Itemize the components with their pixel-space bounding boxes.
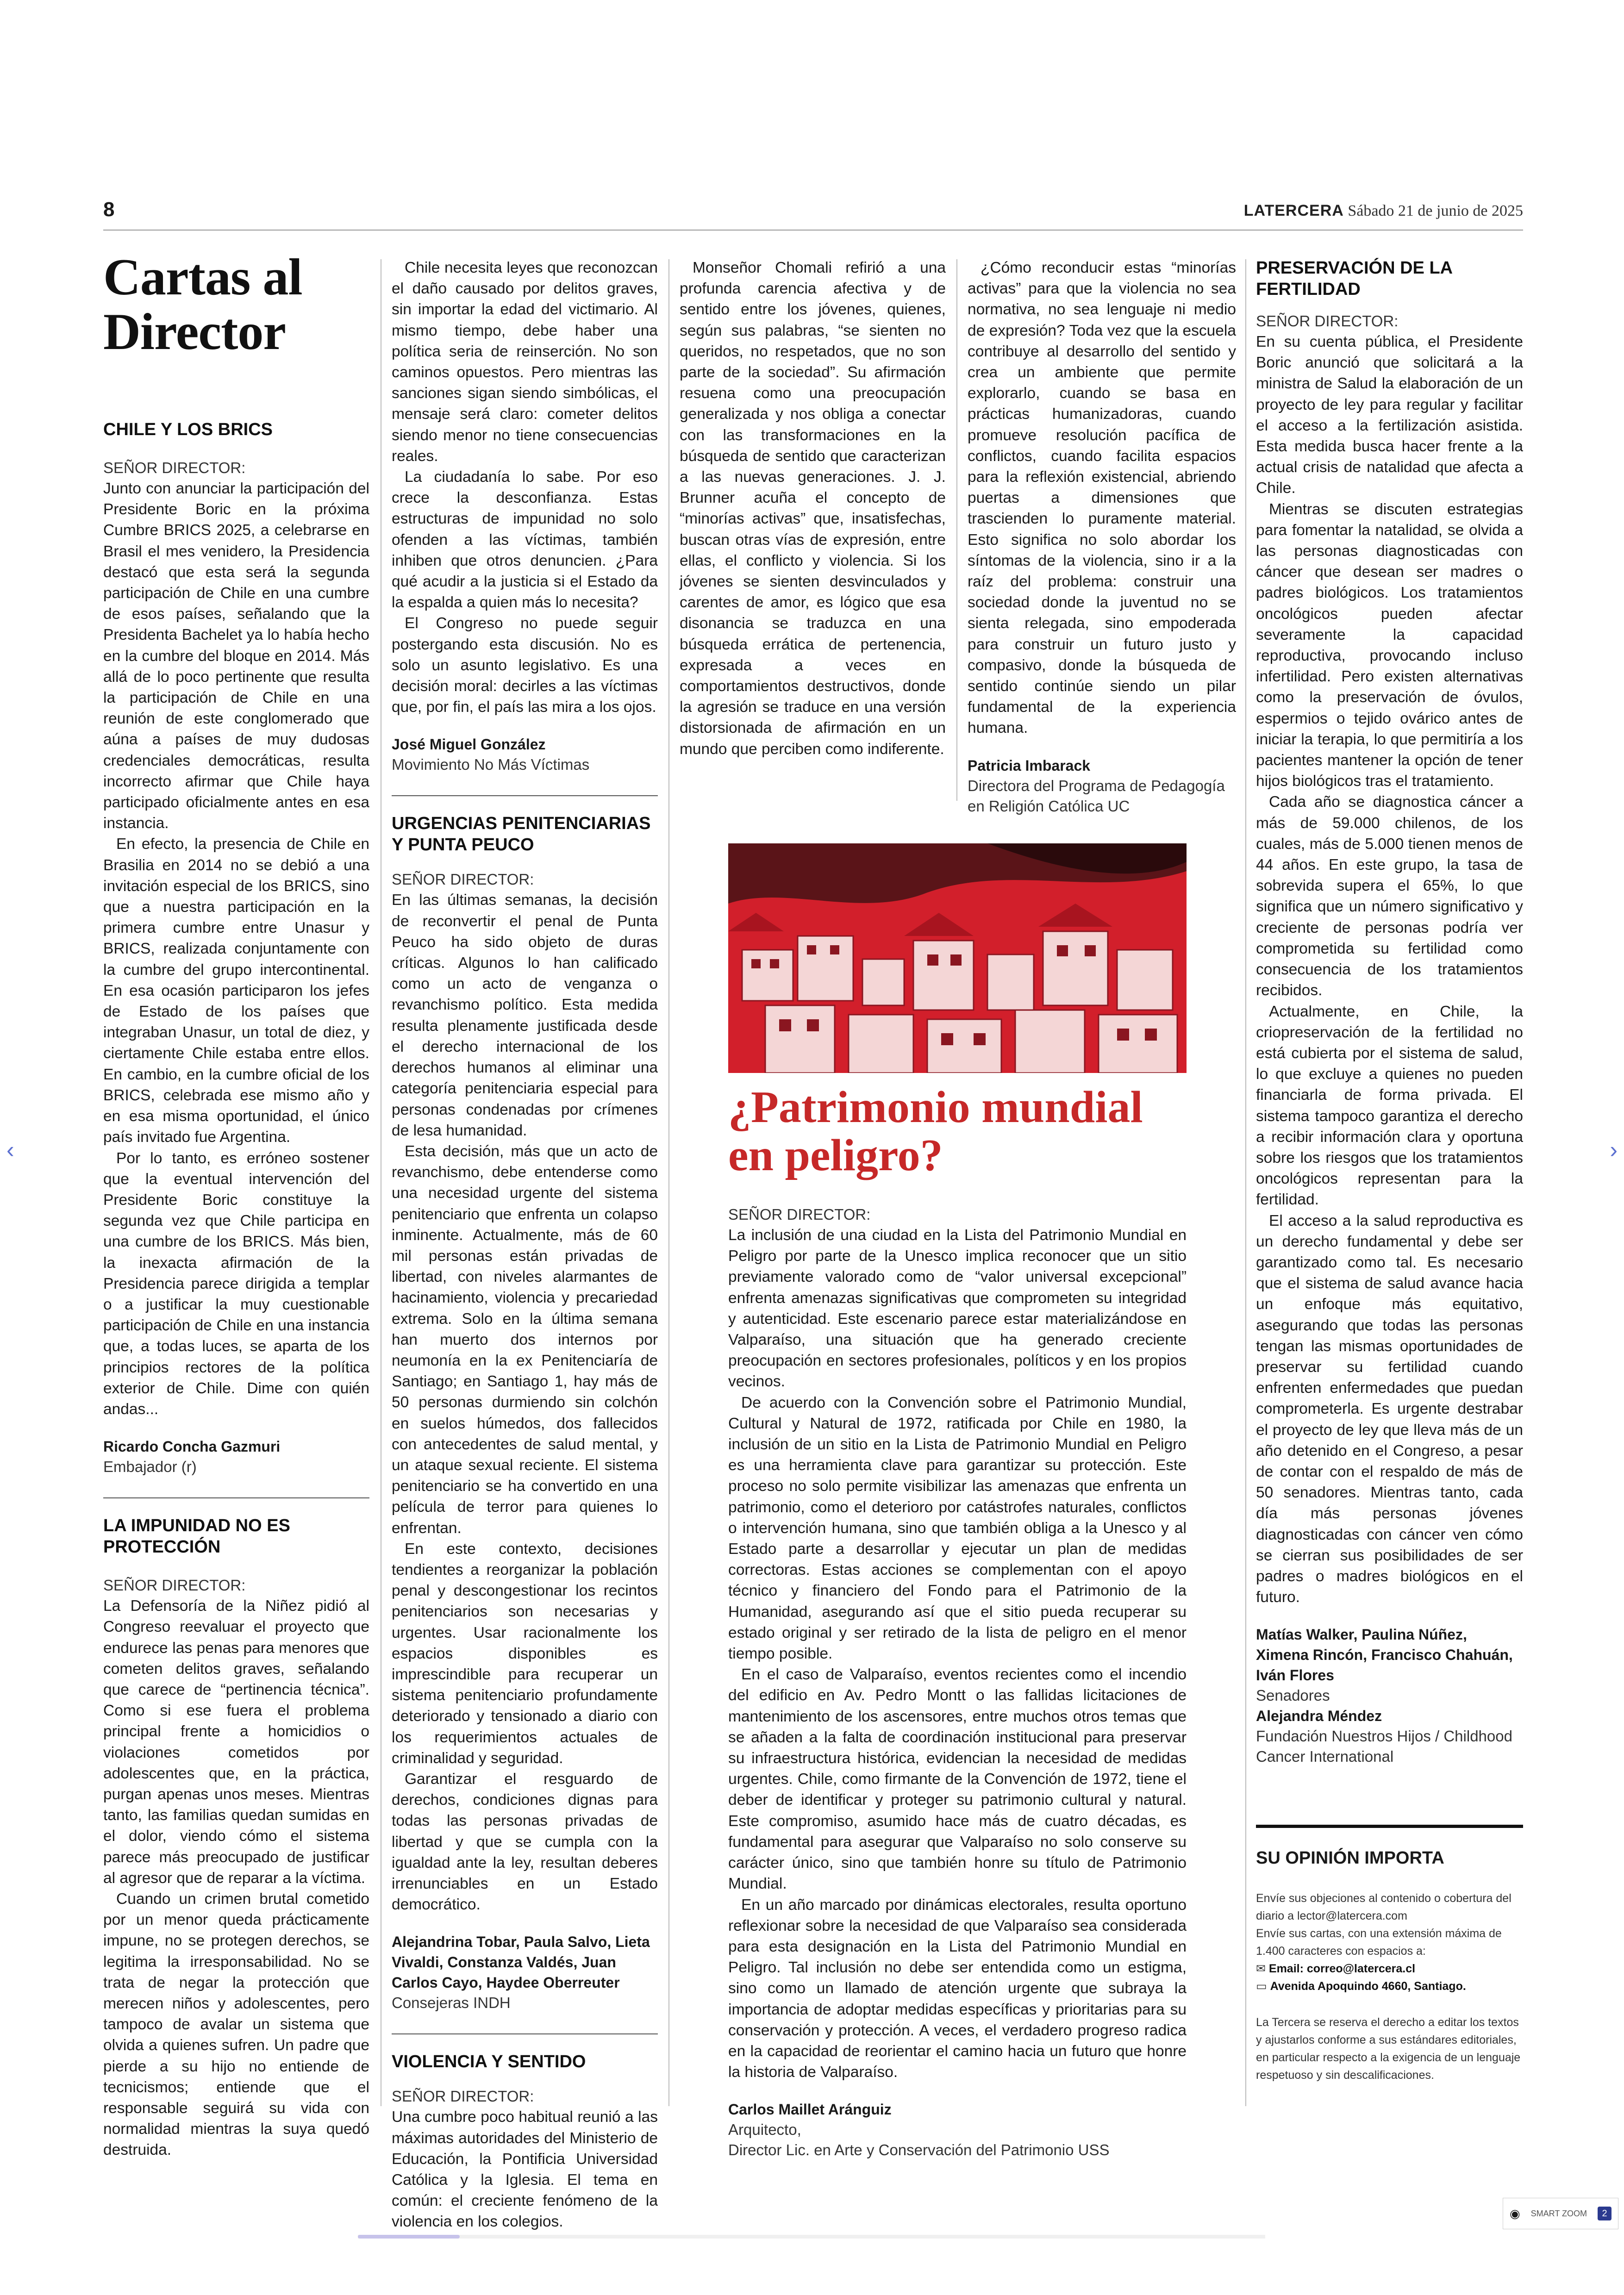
section-title: Cartas al Director: [103, 249, 302, 361]
paragraph: ¿Cómo reconducir estas “minorías activas” para que la violencia no sea normativa, no sea lenguaje ni medio de expresión? Toda vez que la escuela contribuye al desarrollo del sentido y crea un ambiente que permite explorarlo, cuando se basa en prácticas humanizadoras, cuando promueve resolución pacífica de conflictos, cuando facilita espacios para la reflexión existencial, abriendo puertas a dimensiones que trascienden lo puramente material. Esto significa no solo abordar los síntomas de la violencia, sino ir a la raíz del problema: construir una sociedad donde la juventud no se sienta relegada, sino empoderada para construir un futuro justo y compasivo, donde la búsqueda de sentido continúe siendo un pilar fundamental de la experiencia humana.: [968, 259, 1236, 737]
column-3: [680, 257, 946, 760]
objections-note: Envíe sus objeciones al contenido o cobertura del diario a lector@latercera.com: [1256, 1892, 1512, 1922]
paragraph: Cuando un crimen brutal cometido por un menor queda prácticamente impune, no se protegen derechos, se legitima la irresponsabilidad. No se trata de negar la protección que merecen niños y adolescentes, pero tampoco de avalar un sistema que olvida a quienes sufren. Un padre que pierde a su hijo no entiende de tecnicismos; entiende que el responsable seguirá su vida con normalidad mientras la suya quedó destruida.: [103, 1890, 369, 2159]
salutation: SEÑOR DIRECTOR:: [728, 1206, 871, 1223]
signature-role: Director Lic. en Arte y Conservación del Patrimonio USS: [728, 2141, 1110, 2159]
salutation: SEÑOR DIRECTOR:: [392, 871, 534, 888]
paragraph: De acuerdo con la Convención sobre el Patrimonio Mundial, Cultural y Natural de 1972, ratificada por Chile en 1980, la inclusión de un sitio en la Lista de Patrimonio Mundial en Peligro es una herramienta clave para garantizar su protección. Este proceso no solo permite visibilizar las amenazas que enfrenta un patrimonio, como el deterioro por catástrofes naturales, conflictos o intervención humana, sino que también obliga a la Unesco y al Estado parte a desarrollar y ejecutar un plan de medidas correctoras. Estas acciones se complementan con el apoyo técnico y financiero del Fondo para el Patrimonio de la Humanidad, asegurando así que el sitio pueda recuperar su estado original y ser retirado de la lista de peligro en el menor tiempo posible.: [728, 1394, 1187, 1663]
signature: Matías Walker, Paulina Núñez, Ximena Rincón, Francisco Chahuán, Iván Flores: [1256, 1626, 1513, 1684]
smart-zoom-label: SMART ZOOM: [1530, 2209, 1587, 2218]
signature: Patricia Imbarack: [968, 757, 1091, 774]
paragraph: Garantizar el resguardo de derechos, condiciones dignas para todas las personas privadas de libertad y que se cumpla con la igualdad ante la ley, resultan deberes irrenunciables en un Estado democrático.: [392, 1771, 658, 1914]
zoom-badge: 2: [1598, 2207, 1612, 2220]
prev-page-icon[interactable]: ‹: [6, 1137, 14, 1163]
paragraph: La inclusión de una ciudad en la Lista del Patrimonio Mundial en Peligro por parte de la Unesco implica reconocer que un sitio previamente valorado como de “valor universal excepcional” enfrenta amenazas significativas que comprometen su integridad y autenticidad. Este escenario parece estar materializándose en Valparaíso, una situación que ha generado creciente preocupación en sectores profesionales, políticos y en los propios vecinos.: [728, 1227, 1187, 1391]
signature-role: Embajador (r): [103, 1458, 197, 1476]
paragraph: En este contexto, decisiones tendientes a reorganizar la población penal y descongestionar los recintos penitenciarios son necesarias y urgentes. Usar racionalmente los espacios disponibles es imprescindible para recuperar un sistema penitenciario profundamente deteriorado y tensionado a diario con los requerimientos actuales de criminalidad y seguridad.: [392, 1540, 658, 1767]
signature: José Miguel González: [392, 736, 546, 753]
column-rule: [956, 259, 957, 801]
paragraph: La Defensoría de la Niñez pidió al Congreso reevaluar el proyecto que endurece las penas para menores que cometen delitos graves, señalando que carece de “pertinencia técnica”. Como si ese fuera el problema principal frente a homicidios o violaciones cometidos por adolescentes que, en la práctica, purgan apenas unos meses. Mientras tanto, las familias quedan sumidas en el dolor, viendo cómo el sistema parece más preocupado de justificar al agresor que de reparar a la víctima.: [103, 1597, 369, 1887]
salutation: SEÑOR DIRECTOR:: [103, 1577, 246, 1594]
column-5: [1256, 257, 1523, 1767]
su-opinion-box: [1256, 1825, 1523, 2084]
postal-address: Avenida Apoquindo 4660, Santiago.: [1270, 1980, 1466, 1993]
signature: Alejandra Méndez: [1256, 1708, 1382, 1725]
paragraph: En el caso de Valparaíso, eventos recientes como el incendio del edificio en Av. Pedro Montt o las fallidas licitaciones de mantenimiento de los ascensores, entre muchos otros temas que se añaden a la falta de coordinación institucional para preservar su infraestructura histórica, evidencian la necesidad de medidas urgentes. Chile, como firmante de la Convención de 1972, tiene el deber de identificar y proteger su patrimonio cultural y natural. Este compromiso, asumido hace más de cuatro décadas, es fundamental para asegurar que Valparaíso no solo conserve su carácter único, sino que también honre su título de Patrimonio Mundial.: [728, 1666, 1187, 1893]
paragraph: Junto con anunciar la participación del Presidente Boric en la próxima Cumbre BRICS 2025, a celebrarse en Brasil el mes venidero, la Presidencia destacó que esta será la segunda participación de Chile en una cumbre de esos países, señalando que la Presidenta Bachelet ya lo había hecho en la cumbre del bloque en 2014. Más allá de lo poco pertinente que resulta la participación de Chile en una reunión de este conglomerado que aúna a países de muy dudosas credenciales democráticas, resulta incorrecto afirmar que Chile haya participado oficialmente antes en esa instancia.: [103, 480, 369, 832]
column-2: [392, 257, 658, 2233]
paragraph: Esta decisión, más que un acto de revanchismo, debe entenderse como una necesidad urgente del sistema penitenciario que enfrenta un colapso inminente. Actualmente, más de 60 mil personas están privadas de libertad, con niveles alarmantes de hacinamiento, violencia y precariedad extrema. Solo en la última semana han muerto dos internos por neumonía en la ex Penitenciaría de Santiago; en Santiago 1, hay más de 50 personas durmiendo sin colchón en suelos húmedos, dos fallecidos con antecedentes de salud mental, y un ataque sexual reciente. El sistema penitenciario se ha convertido en una película de terror para quienes lo enfrentan.: [392, 1142, 658, 1537]
su-opinion-title: SU OPINIÓN IMPORTA: [1256, 1848, 1444, 1868]
letter-headline: CHILE Y LOS BRICS: [103, 420, 273, 439]
paragraph: Una cumbre poco habitual reunió a las máximas autoridades del Ministerio de Educación, la Pontificia Universidad Católica y la Iglesia. El tema en común: el creciente fenómeno de la violencia en los colegios.: [392, 2108, 658, 2231]
letter-headline: PRESERVACIÓN DE LA FERTILIDAD: [1256, 258, 1452, 299]
paragraph: El Congreso no puede seguir postergando esta discusión. No es solo un asunto legislativo. Es una decisión moral: decirles a las víctimas que, por fin, el país las mira a los ojos.: [392, 615, 658, 716]
paragraph: El acceso a la salud reproductiva es un derecho fundamental y debe ser garantizado como tal. Es necesario que el sistema de salud avance hacia un enfoque más equitativo, asegurando que todas las personas tengan las mismas oportunidades de preservar su fertilidad cuando enfrenten enfermedades que puedan comprometerla. Es urgente destrabar el proyecto de ley que lleva más de un año detenido en el Congreso, a pesar de contar con el respaldo de más de 50 senadores. Mientras tanto, cada día más personas jóvenes diagnosticadas con cáncer ven cómo se cierran sus posibilidades de ser padres o madres biológicos en el futuro.: [1256, 1212, 1523, 1606]
column-rule: [668, 259, 669, 2106]
scrollbar-thumb[interactable]: [358, 2235, 460, 2239]
horizontal-scrollbar[interactable]: [358, 2235, 1265, 2239]
email-line: [1256, 1960, 1523, 1977]
email-address[interactable]: Email: correo@latercera.cl: [1268, 1962, 1416, 1975]
paragraph: La ciudadanía lo sabe. Por eso crece la desconfianza. Estas estructuras de impunidad no solo ofenden a las víctimas, también inhiben que otros denuncien. ¿Para qué acudir a la justicia si el Estado da la espalda a quien más lo necesita?: [392, 468, 658, 611]
paragraph: En efecto, la presencia de Chile en Brasilia en 2014 no se debió a una invitación especial de los BRICS, sino que a nuestra participación en la primera cumbre entre Unasur y BRICS, realizada conjuntamente con la cumbre del grupo intercontinental. En esa ocasión participaron los jefes de Estado de los países que integraban Unasur, un total de diez, y ciertamente Chile estaba entre ellos. En cambio, en la cumbre oficial de los BRICS, celebrada ese mismo año y en esa misma oportunidad, el único país invitado fue Argentina.: [103, 836, 369, 1146]
letter-headline: URGENCIAS PENITENCIARIAS Y PUNTA PEUCO: [392, 814, 651, 855]
paragraph: En un año marcado por dinámicas electorales, resulta oportuno reflexionar sobre la necesidad de que Valparaíso sea considerada para esta designación en la Lista del Patrimonio Mundial en Peligro. Tal inclusión no debe ser entendida como un estigma, sino como un llamado de atención urgente que subraya la importancia de adoptar medidas específicas y prioritarias para su conservación y protección. A veces, el verdadero progreso radica en la capacidad de reorientar el camino hacia un futuro que honre la historia de Valparaíso.: [728, 1896, 1187, 2081]
masthead: [1244, 202, 1523, 220]
letters-note: Envíe sus cartas, con una extensión máxima de 1.400 caracteres con espacios a:: [1256, 1927, 1502, 1958]
letter-headline: LA IMPUNIDAD NO ES PROTECCIÓN: [103, 1516, 290, 1557]
paragraph: Monseñor Chomali refirió a una profunda carencia afectiva y de sentido entre los jóvenes, quienes, según sus palabras, “se sienten no queridos, no respetados, que no son parte de la sociedad”. Su afirmación resuena como una preocupación generalizada y nos obliga a conectar con las transformaciones en la búsqueda de sentido que caracterizan a las nuevas generaciones. J. J. Brunner acuña el concepto de “minorías activas” que, insatisfechas, buscan otras vías de expresión, entre ellas, el conflicto y violencia. Si los jóvenes se sienten desvinculados y carentes de amor, es lógico que esa disonancia se traduzca en una búsqueda errática de pertenencia, expresada a veces en comportamientos destructivos, donde la agresión se traduce en una versión distorsionada de afirmación en un mundo que perciben como indiferente.: [680, 259, 946, 758]
paragraph: En su cuenta pública, el Presidente Boric anunció que solicitará a la ministra de Salud la elaboración de un proyecto de ley para regular y facilitar el acceso a la fertilización asistida. Esta medida busca hacer frente a la actual crisis de natalidad que afecta a Chile.: [1256, 333, 1523, 497]
issue-date: Sábado 21 de junio de 2025: [1348, 202, 1523, 219]
signature-role: Directora del Programa de Pedagogía en Religión Católica UC: [968, 777, 1225, 815]
top-rule: [103, 230, 1523, 231]
letter-headline: VIOLENCIA Y SENTIDO: [392, 2052, 586, 2072]
signature-role: Senadores: [1256, 1687, 1330, 1704]
disclaimer: La Tercera se reserva el derecho a editar los textos y ajustarlos conforme a sus estándares editoriales, en particular respecto a la exigencia de un lenguaje respetuoso y sin descalificaciones.: [1256, 2016, 1521, 2082]
patrimonio-headline: ¿Patrimonio mundial en peligro?: [728, 1082, 1143, 1180]
paragraph: Cada año se diagnostica cáncer a más de 59.000 chilenos, de los cuales, más de 5.000 tienen menos de 44 años. En este grupo, la tasa de sobrevida supera el 65%, lo que significa que un número significativo y creciente de personas podría ver comprometida su fertilidad como consecuencia de los tratamientos recibidos.: [1256, 793, 1523, 999]
eye-icon: ◉: [1510, 2206, 1520, 2220]
divider: [103, 1497, 369, 1498]
paragraph: Mientras se discuten estrategias para fomentar la natalidad, se olvida a las personas diagnosticadas con cáncer que desean ser madres o padres biológicos. Los tratamientos oncológicos pueden afectar severamente la capacidad reproductiva, provocando incluso infertilidad. Pero existen alternativas como la preservación de óvulos, espermios o tejido ovárico antes de iniciar la terapia, lo que permitiría a los pacientes mantener la opción de tener hijos biológicos tras el tratamiento.: [1256, 500, 1523, 790]
email-icon: ✉: [1256, 1962, 1266, 1975]
column-4: [968, 257, 1236, 817]
address-line: [1256, 1977, 1523, 1995]
salutation: SEÑOR DIRECTOR:: [392, 2088, 534, 2105]
page-number: 8: [103, 198, 115, 221]
paragraph: Por lo tanto, es erróneo sostener que la eventual intervención del Presidente Boric constituye la segunda vez que Chile participa en una cumbre de los BRICS. Más bien, la inexacta afirmación de la Presidencia parece dirigida a templar o a justificar la muy cuestionable participación de Chile en una instancia que, a todas luces, se aparta de los principios rectores de la política exterior de Chile. Dime con quién andas...: [103, 1149, 369, 1418]
valparaiso-photo: [728, 843, 1187, 1073]
smart-zoom-button[interactable]: [1503, 2198, 1618, 2229]
signature: Carlos Maillet Aránguiz: [728, 2101, 892, 2118]
city-illustration: [728, 843, 1187, 1073]
column-rule: [1245, 259, 1246, 2106]
divider: [392, 795, 658, 796]
paragraph: Chile necesita leyes que reconozcan el daño causado por delitos graves, sin importar la edad del victimario. Al mismo tiempo, debe haber una política seria de reinserción. No son caminos opuestos. Pero mientras las sanciones sigan siendo simbólicas, el mensaje será claro: cometer delitos siendo menor no tiene consecuencias reales.: [392, 259, 658, 465]
box-rule: [1256, 1825, 1523, 1828]
brand: LATERCERA: [1243, 202, 1344, 219]
signature-role: Arquitecto,: [728, 2121, 801, 2139]
mail-icon: ▭: [1256, 1980, 1267, 1993]
salutation: SEÑOR DIRECTOR:: [103, 459, 246, 476]
paragraph: Actualmente, en Chile, la criopreservación de la fertilidad no está cubierta por el sistema de salud, lo que excluye a quienes no pueden financiarla de forma privada. El sistema tampoco garantiza el derecho a recibir información clara y oportuna sobre los riesgos que los tratamientos oncológicos representan para la fertilidad.: [1256, 1003, 1523, 1209]
signature-role: Movimiento No Más Víctimas: [392, 756, 590, 773]
patrimonio-body: [728, 1204, 1187, 2160]
signature-role: Fundación Nuestros Hijos / Childhood Cancer International: [1256, 1727, 1512, 1765]
salutation: SEÑOR DIRECTOR:: [1256, 312, 1399, 330]
paragraph: En las últimas semanas, la decisión de reconvertir el penal de Punta Peuco ha sido objeto de duras críticas. Algunos lo han calificado como un acto de venganza o revanchismo político. Esta medida resulta plenamente justificada desde el derecho internacional de los derechos humanos al eliminar una categoría penitenciaria especial para personas condenadas por crímenes de lesa humanidad.: [392, 892, 658, 1139]
column-1: [103, 419, 369, 2161]
signature-role: Consejeras INDH: [392, 1994, 511, 2012]
signature: Ricardo Concha Gazmuri: [103, 1438, 281, 1455]
next-page-icon[interactable]: ›: [1610, 1137, 1618, 1163]
signature: Alejandrina Tobar, Paula Salvo, Lieta Vivaldi, Constanza Valdés, Juan Carlos Cayo, Haydee Oberreuter: [392, 1933, 650, 1991]
divider: [392, 2033, 658, 2034]
